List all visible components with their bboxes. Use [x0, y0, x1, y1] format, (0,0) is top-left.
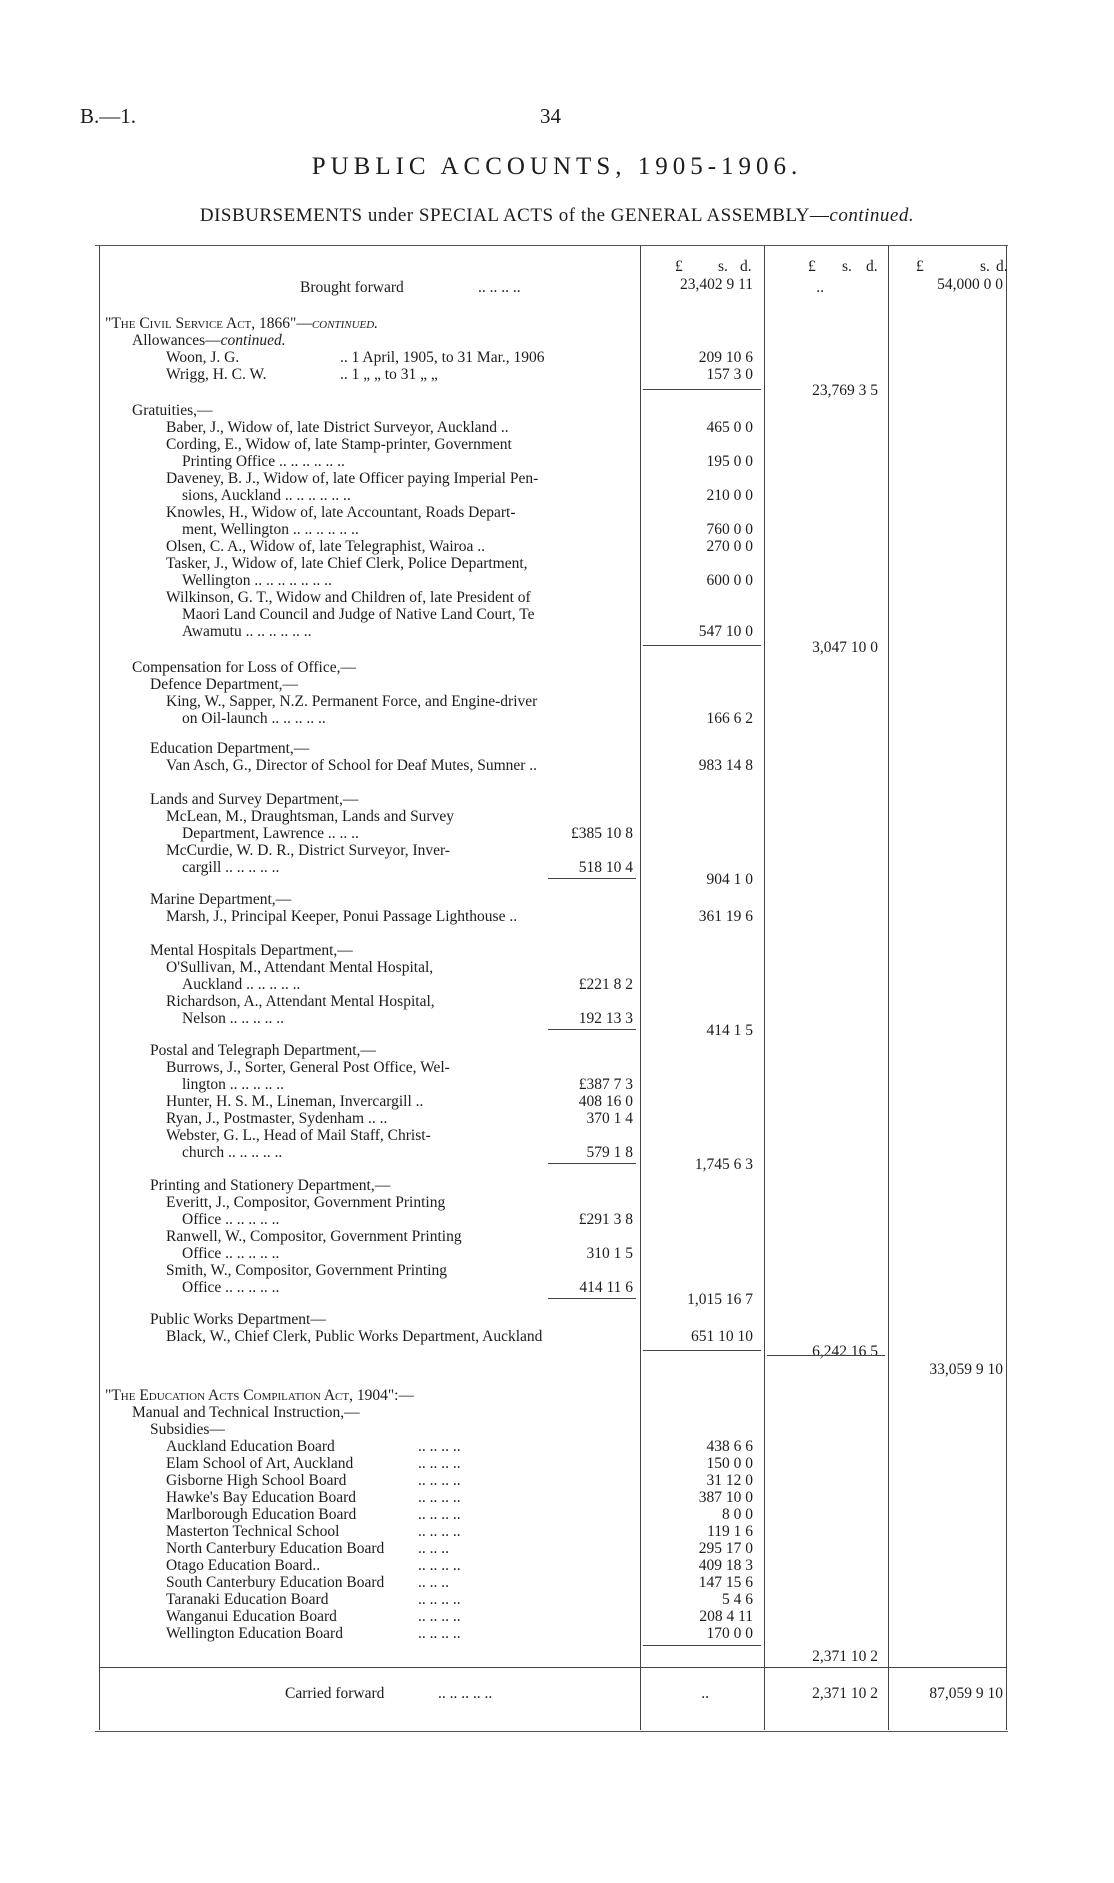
- comp-ryan: Ryan, J., Postmaster, Sydenham .. ..: [166, 1110, 388, 1127]
- comp-mccurdie-line1: McCurdie, W. D. R., District Surveyor, Inver-: [166, 842, 451, 859]
- col3-header-shillings: s.: [980, 258, 990, 275]
- board-leaders: .. .. .. ..: [418, 1591, 461, 1608]
- board-amount: 5 4 6: [722, 1591, 753, 1608]
- defence-dept-heading: Defence Department,—: [150, 676, 299, 693]
- gratuities-total: 3,047 10 0: [812, 639, 878, 656]
- brought-forward-col2: ..: [816, 279, 824, 296]
- comp-hunter-amount: 408 16 0: [578, 1093, 633, 1110]
- board-leaders: .. .. .. ..: [418, 1506, 461, 1523]
- board-amount: 295 17 0: [698, 1540, 753, 1557]
- board-name: Elam School of Art, Auckland: [166, 1455, 354, 1472]
- compensation-heading: Compensation for Loss of Office,—: [132, 659, 356, 676]
- brought-forward-col1: 23,402 9 11: [679, 276, 753, 293]
- page-title: PUBLIC ACCOUNTS, 1905-1906.: [311, 153, 803, 180]
- comp-mclean-line1: McLean, M., Draughtsman, Lands and Survey: [166, 808, 454, 825]
- carried-forward-label: Carried forward: [285, 1685, 385, 1702]
- board-amount: 147 15 6: [698, 1574, 753, 1591]
- board-leaders: .. .. .. ..: [418, 1438, 461, 1455]
- gratuity-knowles-line1: Knowles, H., Widow of, late Accountant, Roads Depart-: [166, 504, 516, 521]
- mental-dept-heading: Mental Hospitals Department,—: [150, 942, 353, 959]
- comp-everitt-line1: Everitt, J., Compositor, Government Printing: [166, 1194, 446, 1211]
- col1-header-pound: £: [675, 258, 683, 275]
- wrigg-name: Wrigg, H. C. W.: [166, 366, 267, 383]
- gratuity-wilkinson-amount: 547 10 0: [698, 623, 753, 640]
- subsidies-heading: Subsidies—: [150, 1421, 225, 1438]
- carried-forward-rule: [99, 1667, 1006, 1668]
- woon-amount: 209 10 6: [698, 349, 753, 366]
- right-rule: [1006, 245, 1007, 1730]
- lands-dept-heading: Lands and Survey Department,—: [150, 791, 359, 808]
- gratuity-knowles-amount: 760 0 0: [706, 521, 753, 538]
- board-name: Otago Education Board..: [166, 1557, 321, 1574]
- mental-total: 414 1 5: [706, 1022, 753, 1039]
- gratuity-knowles-line2: ment, Wellington .. .. .. .. .. ..: [182, 521, 359, 538]
- printing-rule: [548, 1298, 636, 1299]
- col1-header-shillings: s.: [718, 258, 728, 275]
- woon-period: .. 1 April, 1905, to 31 Mar., 1906: [340, 349, 545, 366]
- comp-osullivan-line2: Auckland .. .. .. .. ..: [182, 976, 301, 993]
- comp-king-line2: on Oil-launch .. .. .. .. ..: [182, 710, 326, 727]
- col2-rule: [764, 245, 765, 1730]
- subtitle-text: DISBURSEMENTS under SPECIAL ACTS of the GENERAL ASSEMBLY—: [199, 205, 830, 226]
- comp-marsh: Marsh, J., Principal Keeper, Ponui Passage Lighthouse ..: [166, 908, 518, 925]
- comp-osullivan-line1: O'Sullivan, M., Attendant Mental Hospital,: [166, 959, 434, 976]
- carried-forward-col3: 87,059 9 10: [929, 1685, 1003, 1702]
- subtitle-continued: continued.: [829, 205, 915, 226]
- comp-mclean-line2: Department, Lawrence .. .. ..: [182, 825, 359, 842]
- gratuity-daveney-line1: Daveney, B. J., Widow of, late Officer paying Imperial Pen-: [166, 470, 539, 487]
- lands-rule: [548, 878, 636, 879]
- gratuity-baber-amount: 465 0 0: [706, 419, 753, 436]
- lands-total: 904 1 0: [706, 871, 753, 888]
- postal-total: 1,745 6 3: [694, 1156, 753, 1173]
- comp-ranwell-amount: 310 1 5: [586, 1245, 633, 1262]
- allowances-heading: [132, 332, 286, 349]
- gratuities-rule: [643, 645, 761, 646]
- board-name: Marlborough Education Board: [166, 1506, 357, 1523]
- allowances-rule: [643, 389, 761, 390]
- col2-header-shillings: s.: [842, 258, 852, 275]
- comp-ryan-amount: 370 1 4: [586, 1110, 633, 1127]
- board-name: South Canterbury Education Board: [166, 1574, 385, 1591]
- printing-total: 1,015 16 7: [687, 1291, 753, 1308]
- gratuity-olsen: Olsen, C. A., Widow of, late Telegraphist, Wairoa ..: [166, 538, 486, 555]
- col3-rule: [888, 245, 889, 1730]
- gratuity-baber: Baber, J., Widow of, late District Surveyor, Auckland ..: [166, 419, 509, 436]
- gratuity-wilkinson-line1: Wilkinson, G. T., Widow and Children of, late President of: [166, 589, 531, 606]
- public-works-dept-heading: Public Works Department—: [150, 1311, 326, 1328]
- allowances-heading-text: Allowances—: [132, 332, 221, 349]
- gratuity-wilkinson-line2: Maori Land Council and Judge of Native Land Court, Te: [182, 606, 535, 623]
- allowances-continued: continued.: [220, 332, 286, 349]
- comp-smith-amount: 414 11 6: [579, 1279, 633, 1296]
- col2-header-pence: d.: [866, 258, 878, 275]
- education-dept-heading: Education Department,—: [150, 740, 310, 757]
- comp-webster-amount: 579 1 8: [586, 1144, 633, 1161]
- comp-everitt-amount: £291 3 8: [578, 1211, 633, 1228]
- comp-hunter: Hunter, H. S. M., Lineman, Invercargill ..: [166, 1093, 424, 1110]
- col1-rule: [640, 245, 641, 1730]
- civil-service-total: 33,059 9 10: [929, 1361, 1003, 1378]
- gratuity-olsen-amount: 270 0 0: [706, 538, 753, 555]
- gratuity-daveney-amount: 210 0 0: [706, 487, 753, 504]
- comp-webster-line1: Webster, G. L., Head of Mail Staff, Christ-: [166, 1127, 431, 1144]
- page-number: 34: [540, 104, 561, 128]
- board-leaders: .. .. .. ..: [418, 1472, 461, 1489]
- comp-burrows-amount: £387 7 3: [578, 1076, 633, 1093]
- col3-header-pence: d.: [996, 258, 1008, 275]
- allowances-total: 23,769 3 5: [812, 382, 878, 399]
- comp-richardson-line2: Nelson .. .. .. .. ..: [182, 1010, 285, 1027]
- comp-smith-line1: Smith, W., Compositor, Government Printing: [166, 1262, 447, 1279]
- comp-black: Black, W., Chief Clerk, Public Works Department, Auckland: [166, 1328, 543, 1345]
- board-leaders: .. .. ..: [418, 1540, 449, 1557]
- comp-burrows-line2: lington .. .. .. .. ..: [182, 1076, 285, 1093]
- printing-dept-heading: Printing and Stationery Department,—: [150, 1177, 391, 1194]
- comp-vanasch: Van Asch, G., Director of School for Deaf Mutes, Sumner ..: [166, 757, 538, 774]
- compensation-total: 6,242 16 5: [812, 1343, 878, 1360]
- gratuity-cording-line1: Cording, E., Widow of, late Stamp-printer, Government: [166, 436, 512, 453]
- col1-header-pence: d.: [740, 258, 752, 275]
- civil-service-heading-text: "The Civil Service Act, 1866"—: [105, 315, 312, 332]
- left-rule: [99, 245, 100, 1730]
- board-leaders: .. .. .. ..: [418, 1608, 461, 1625]
- carried-forward-col1: ..: [701, 1685, 709, 1702]
- document-identifier: B.—1.: [80, 104, 137, 128]
- postal-rule: [548, 1163, 636, 1164]
- comp-mccurdie-amount: 518 10 4: [578, 859, 633, 876]
- compensation-rule: [643, 1350, 761, 1351]
- brought-forward-label: Brought forward: [300, 279, 404, 296]
- gratuity-wilkinson-line3: Awamutu .. .. .. .. .. ..: [182, 623, 312, 640]
- comp-vanasch-amount: 983 14 8: [698, 757, 753, 774]
- board-leaders: .. .. .. ..: [418, 1455, 461, 1472]
- board-name: Gisborne High School Board: [166, 1472, 347, 1489]
- comp-smith-line2: Office .. .. .. .. ..: [182, 1279, 280, 1296]
- gratuity-cording-amount: 195 0 0: [706, 453, 753, 470]
- civil-service-heading: [105, 315, 378, 332]
- mental-rule: [548, 1029, 636, 1030]
- comp-richardson-line1: Richardson, A., Attendant Mental Hospital,: [166, 993, 435, 1010]
- carried-forward-leaders: .. .. .. .. ..: [438, 1685, 493, 1702]
- board-leaders: .. .. .. ..: [418, 1523, 461, 1540]
- board-amount: 150 0 0: [706, 1455, 753, 1472]
- gratuity-tasker-line1: Tasker, J., Widow of, late Chief Clerk, Police Department,: [166, 555, 528, 572]
- education-rule: [643, 1645, 761, 1646]
- gratuity-tasker-line2: Wellington .. .. .. .. .. .. ..: [182, 572, 332, 589]
- comp-everitt-line2: Office .. .. .. .. ..: [182, 1211, 280, 1228]
- comp-mclean-amount: £385 10 8: [571, 825, 633, 842]
- board-amount: 387 10 0: [698, 1489, 753, 1506]
- education-total: 2,371 10 2: [812, 1648, 878, 1665]
- comp-marsh-amount: 361 19 6: [698, 908, 753, 925]
- civil-service-rule: [767, 1355, 885, 1356]
- civil-service-continued: continued.: [311, 315, 379, 332]
- board-leaders: .. .. .. ..: [418, 1557, 461, 1574]
- page-subtitle: [0, 205, 1114, 227]
- gratuities-heading: Gratuities,—: [132, 402, 213, 419]
- col2-header-pound: £: [808, 258, 816, 275]
- board-amount: 409 18 3: [698, 1557, 753, 1574]
- board-name: Wellington Education Board: [166, 1625, 343, 1642]
- woon-name: Woon, J. G.: [166, 349, 240, 366]
- board-leaders: .. .. .. ..: [418, 1489, 461, 1506]
- board-name: Wanganui Education Board: [166, 1608, 337, 1625]
- board-amount: 170 0 0: [706, 1625, 753, 1642]
- comp-black-amount: 651 10 10: [691, 1328, 753, 1345]
- gratuity-daveney-line2: sions, Auckland .. .. .. .. .. ..: [182, 487, 351, 504]
- wrigg-period: .. 1 „ „ to 31 „ „: [340, 366, 438, 383]
- col3-header-pound: £: [916, 258, 924, 275]
- postal-dept-heading: Postal and Telegraph Department,—: [150, 1042, 376, 1059]
- comp-ranwell-line1: Ranwell, W., Compositor, Government Printing: [166, 1228, 462, 1245]
- comp-mccurdie-line2: cargill .. .. .. .. ..: [182, 859, 280, 876]
- board-amount: 31 12 0: [706, 1472, 753, 1489]
- comp-ranwell-line2: Office .. .. .. .. ..: [182, 1245, 280, 1262]
- brought-forward-col3: 54,000 0 0: [937, 276, 1003, 293]
- board-name: Masterton Technical School: [166, 1523, 340, 1540]
- board-amount: 438 6 6: [706, 1438, 753, 1455]
- board-amount: 119 1 6: [707, 1523, 753, 1540]
- wrigg-amount: 157 3 0: [706, 366, 753, 383]
- board-name: Hawke's Bay Education Board: [166, 1489, 357, 1506]
- board-amount: 208 4 11: [699, 1608, 753, 1625]
- manual-technical-heading: Manual and Technical Instruction,—: [132, 1404, 360, 1421]
- comp-king-line1: King, W., Sapper, N.Z. Permanent Force, and Engine-driver: [166, 693, 538, 710]
- comp-webster-line2: church .. .. .. .. ..: [182, 1144, 283, 1161]
- carried-forward-col2: 2,371 10 2: [812, 1685, 878, 1702]
- education-acts-heading: "The Education Acts Compilation Act, 1904":—: [105, 1387, 414, 1404]
- marine-dept-heading: Marine Department,—: [150, 891, 292, 908]
- board-leaders: .. .. ..: [418, 1574, 449, 1591]
- comp-king-amount: 166 6 2: [706, 710, 753, 727]
- board-name: Auckland Education Board: [166, 1438, 335, 1455]
- board-leaders: .. .. .. ..: [418, 1625, 461, 1642]
- comp-osullivan-amount: £221 8 2: [578, 976, 633, 993]
- brought-forward-leaders: .. .. .. ..: [478, 279, 521, 296]
- board-name: North Canterbury Education Board: [166, 1540, 385, 1557]
- board-amount: 8 0 0: [722, 1506, 753, 1523]
- board-name: Taranaki Education Board: [166, 1591, 329, 1608]
- gratuity-tasker-amount: 600 0 0: [706, 572, 753, 589]
- gratuity-cording-line2: Printing Office .. .. .. .. .. ..: [182, 453, 345, 470]
- comp-richardson-amount: 192 13 3: [578, 1010, 633, 1027]
- comp-burrows-line1: Burrows, J., Sorter, General Post Office, Wel-: [166, 1059, 450, 1076]
